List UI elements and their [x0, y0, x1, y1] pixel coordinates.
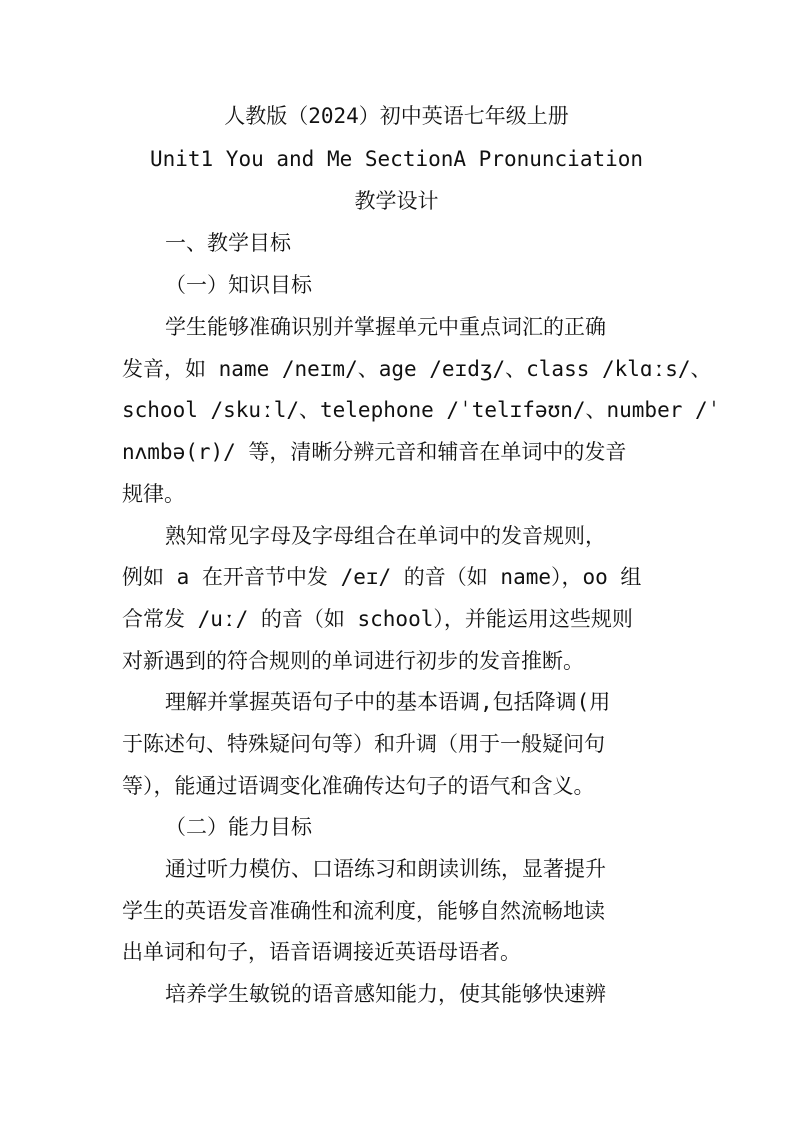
paragraph-line: 理解并掌握英语句子中的基本语调,包括降调(用: [165, 690, 611, 714]
paragraph-line: school /skuːl/、telephone /ˈtelɪfəʊn/、number /ˈ: [122, 398, 721, 422]
paragraph-line: 例如 a 在开音节中发 /eɪ/ 的音（如 name），oo 组: [122, 565, 642, 589]
paragraph-line: 等），能通过语调变化准确传达句子的语气和含义。: [122, 774, 595, 798]
paragraph-line: 培养学生敏锐的语音感知能力，使其能够快速辨: [165, 982, 606, 1006]
paragraph-line: 学生能够准确识别并掌握单元中重点词汇的正确: [165, 315, 606, 339]
paragraph-line: 发音，如 name /neɪm/、age /eɪdʒ/、class /klɑːs/、: [122, 357, 712, 381]
paragraph-line: 于陈述句、特殊疑问句等）和升调（用于一般疑问句: [122, 732, 605, 756]
section-heading-objectives: 一、教学目标: [165, 231, 291, 255]
subsection-heading-ability: （二）能力目标: [165, 815, 312, 839]
subsection-heading-knowledge: （一）知识目标: [165, 273, 312, 297]
paragraph-line: 合常发 /uː/ 的音（如 school），并能运用这些规则: [122, 607, 633, 631]
paragraph-line: 通过听力模仿、口语练习和朗读训练，显著提升: [165, 857, 606, 881]
doc-title-line3: 教学设计: [354, 189, 439, 213]
doc-title-line1: 人教版（2024）初中英语七年级上册: [224, 104, 569, 128]
doc-title-line2: Unit1 You and Me SectionA Pronunciation: [149, 147, 644, 171]
paragraph-line: 出单词和句子，语音语调接近英语母语者。: [122, 940, 521, 964]
paragraph-line: nʌmbə(r)/ 等，清晰分辨元音和辅音在单词中的发音: [122, 440, 627, 464]
paragraph-line: 学生的英语发音准确性和流利度，能够自然流畅地读: [122, 899, 605, 923]
paragraph-line: 熟知常见字母及字母组合在单词中的发音规则，: [165, 524, 606, 548]
paragraph-line: 对新遇到的符合规则的单词进行初步的发音推断。: [122, 649, 584, 673]
paragraph-line: 规律。: [122, 482, 185, 506]
